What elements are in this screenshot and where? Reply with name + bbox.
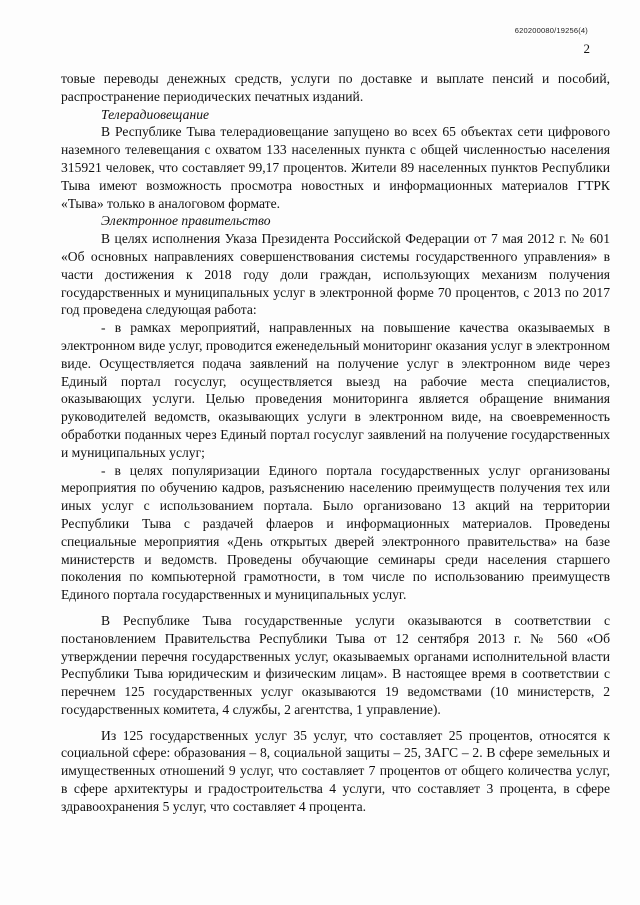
page-number: 2 [583, 41, 590, 56]
paragraph-continuation: товые переводы денежных средств, услуги по доставке и выплате пенсий и пособий, распространение периодических печатных изданий. [61, 71, 610, 104]
list-item-popularization: - в целях популяризации Единого портала государственных услуг организованы мероприятия по обучению кадров, разъяснению населению преимуществ получения тех или иных услуг с использованием портала. Было организовано 13 акций на территории Республики Тыва с раздачей флаеров и информационных материалов. Проведены специальные мероприятия «День открытых дверей электронного правительства» на базе министерств и ведомств. Проведены обучающие семинары среди населения старшего поколения по компьютерной грамотности, в том числе по использованию преимуществ Единого портала государственных и муниципальных услуг. [61, 462, 610, 603]
paragraph-services-breakdown: Из 125 государственных услуг 35 услуг, что составляет 25 процентов, относятся к социальной сфере: образования – 8, социальной защиты – 25, ЗАГС – 2. В сфере земельных и имущественных отношений 9 услуг, что составляет 7 процентов от общего количества услуг, в сфере архитектуры и градостроительства 4 услуги, что составляет 3 процента, в сфере здравоохранения 5 услуг, что составляет 4 процента. [61, 727, 610, 814]
list-item-monitoring: - в рамках мероприятий, направленных на повышение качества оказываемых в электронном виде услуг, проводится еженедельный мониторинг оказания услуг в электронном виде. Осуществляется подача заявлений на получение услуг в электронном виде через Единый портал госуслуг, осуществляется выезд на рабочие места специалистов, оказывающих услуги. Целью проведения мониторинга является обращение внимания руководителей ведомств, оказывающих услуги в электронном виде, на своевременность обработки поданных через Единый портал госуслуг заявлений на получение государственных и муниципальных услуг; [61, 320, 610, 460]
paragraph-decree: В целях исполнения Указа Президента Российской Федерации от 7 мая 2012 г. № 601 «Об основных направлениях совершенствования системы государственного управления» в части достижения к 2018 году доли граждан, использующих механизм получения государственных и муниципальных услуг в электронной форме 70 процентов, с 2013 по 2017 год проведена следующая работа: [61, 231, 610, 318]
paragraph-broadcasting: В Республике Тыва телерадиовещание запущено во всех 65 объектах сети цифрового наземного телевещания с охватом 133 населенных пункта с общей численностью населения 315921 человек, что составляет 99,17 процентов. Жители 89 населенных пунктов Республики Тыва имеют возможность просмотра новостных и информационных материалов ГТРК «Тыва» только в аналоговом формате. [61, 124, 610, 211]
paragraph-services-list: В Республике Тыва государственные услуги оказываются в соответствии с постановлением Правительства Республики Тыва от 12 сентября 2013 г. № 560 «Об утверждении перечня государственных услуг, оказываемых органами исполнительной власти Республики Тыва юридическим и физическим лицам». В настоящее время в соответствии с перечнем 125 государственных услуг оказываются 19 ведомствами (10 министерств, 2 государственных комитета, 4 службы, 2 агентства, 1 управление). [61, 612, 610, 717]
document-body [61, 70, 610, 816]
section-heading-e-government: Электронное правительство [101, 213, 271, 229]
section-heading-broadcasting: Телерадиовещание [101, 106, 210, 122]
document-number: 620200080/19256(4) [514, 26, 588, 35]
